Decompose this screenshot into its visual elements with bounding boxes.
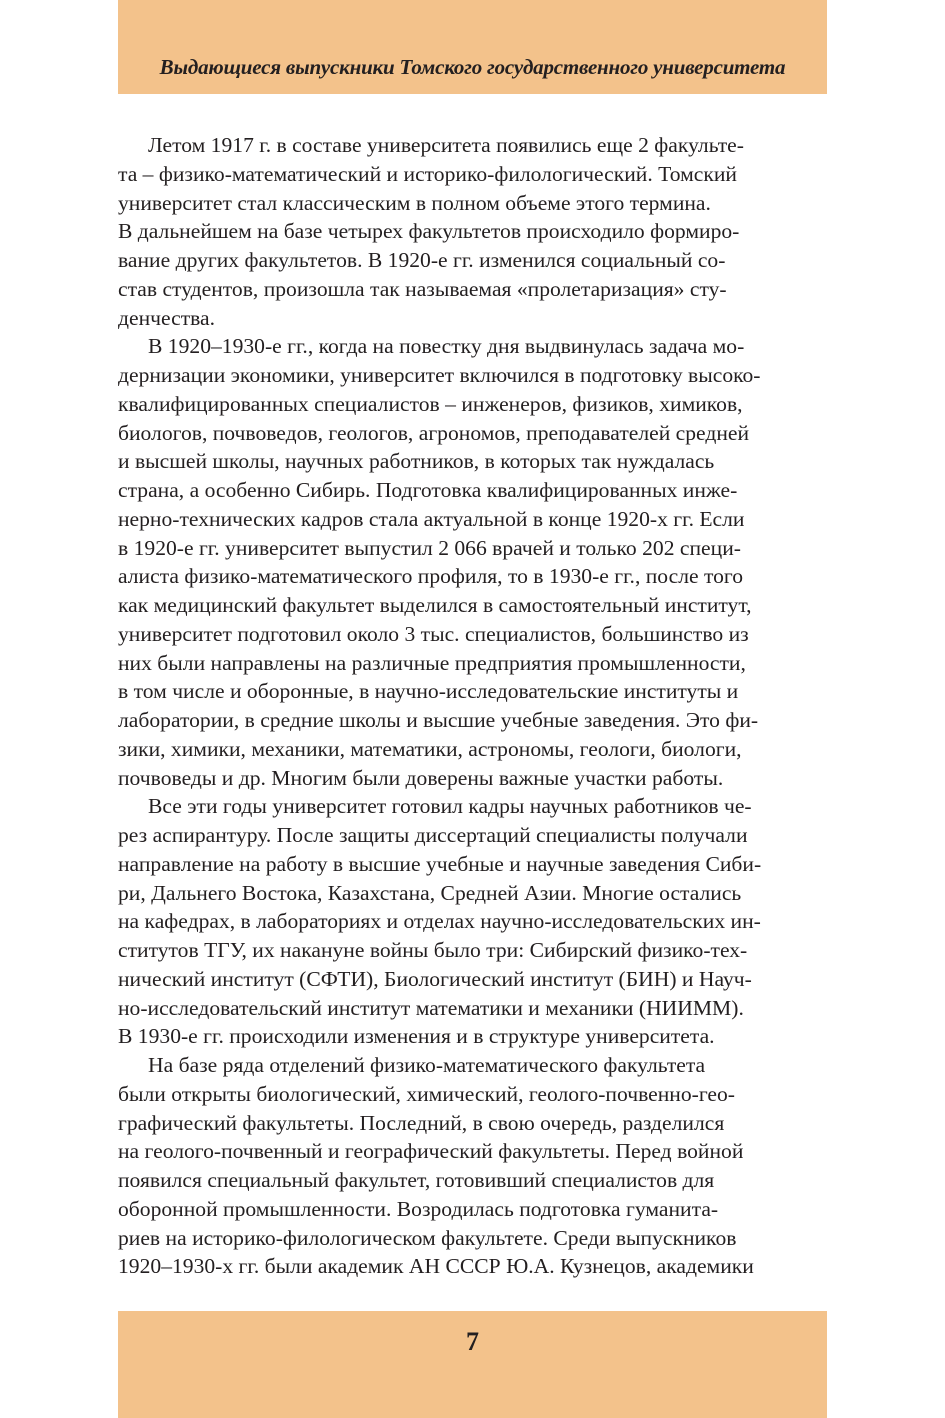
footer-band: [118, 1311, 827, 1418]
paragraph: [118, 792, 827, 1051]
text-line: В дальнейшем на базе четырех факультетов происходило формиро-: [118, 219, 740, 244]
text-line: та – физико-математический и историко-филологический. Томский: [118, 161, 737, 186]
text-line: направление на работу в высшие учебные и научные заведения Сиби-: [118, 851, 762, 876]
text-line: вание других факультетов. В 1920-е гг. изменился социальный со-: [118, 248, 726, 272]
text-line: но-исследовательский институт математики и механики (НИИММ).: [118, 995, 744, 1020]
text-line: них были направлены на различные предприятия промышленности,: [118, 650, 746, 675]
text-line: были открыты биологический, химический, геолого-почвенно-гео-: [118, 1081, 735, 1106]
text-line: ри, Дальнего Востока, Казахстана, Средней Азии. Многие остались: [118, 880, 742, 905]
text-line: ститутов ТГУ, их накануне войны было три: Сибирский физико-тех-: [118, 938, 748, 962]
text-line: лаборатории, в средние школы и высшие учебные заведения. Это фи-: [118, 708, 759, 732]
text-line: зики, химики, механики, математики, астрономы, геологи, биологи,: [118, 736, 742, 761]
paragraph: [118, 332, 827, 792]
text-line: дернизации экономики, университет включился в подготовку высоко-: [118, 363, 761, 387]
text-line: денчества.: [118, 305, 216, 330]
text-line: Все эти годы университет готовил кадры научных работников че-: [148, 794, 752, 819]
paragraph: [118, 1051, 827, 1281]
page-number: 7: [466, 1327, 479, 1356]
text-line: алиста физико-математического профиля, то в 1930-е гг., после того: [118, 564, 744, 589]
text-line: университет подготовил около 3 тыс. специалистов, большинство из: [118, 621, 749, 646]
paragraph: [118, 131, 827, 332]
text-line: на геолого-почвенный и географический факультеты. Перед войной: [118, 1139, 744, 1164]
text-line: страна, а особенно Сибирь. Подготовка квалифицированных инже-: [118, 478, 738, 502]
text-line: нический институт (СФТИ), Биологический институт (БИН) и Науч-: [118, 966, 752, 991]
text-line: риев на историко-филологическом факультете. Среди выпускников: [118, 1225, 737, 1250]
text-line: университет стал классическим в полном объеме этого термина.: [118, 190, 711, 215]
text-line: В 1920–1930-е гг., когда на повестку дня выдвинулась задача мо-: [148, 334, 745, 359]
text-line: в том числе и оборонные, в научно-исследовательские институты и: [118, 679, 739, 704]
text-line: почвоведы и др. Многим были доверены важные участки работы.: [118, 765, 724, 790]
text-line: и высшей школы, научных работников, в которых так нуждалась: [118, 449, 715, 474]
header-band: [118, 0, 827, 94]
text-line: квалифицированных специалистов – инженеров, физиков, химиков,: [118, 391, 743, 416]
text-line: нерно-технических кадров стала актуальной в конце 1920-х гг. Если: [118, 506, 745, 531]
text-line: как медицинский факультет выделился в самостоятельный институт,: [118, 593, 752, 617]
text-line: На базе ряда отделений физико-математического факультета: [148, 1053, 706, 1077]
text-line: в 1920-е гг. университет выпустил 2 066 врачей и только 202 специ-: [118, 535, 741, 560]
text-line: рез аспирантуру. После защиты диссертаций специалисты получали: [118, 823, 748, 847]
text-line: на кафедрах, в лабораториях и отделах научно-исследовательских ин-: [118, 909, 761, 934]
body-text: [118, 131, 827, 1281]
text-line: оборонной промышленности. Возродилась подготовка гуманита-: [118, 1196, 719, 1221]
text-line: графический факультеты. Последний, в свою очередь, разделился: [118, 1110, 725, 1135]
text-line: Летом 1917 г. в составе университета появились еще 2 факульте-: [148, 133, 744, 157]
text-line: появился специальный факультет, готовивший специалистов для: [118, 1168, 715, 1192]
running-header-title: Выдающиеся выпускники Томского государственного университета: [159, 55, 786, 79]
text-line: биологов, почвоведов, геологов, агрономов, преподавателей средней: [118, 420, 750, 445]
text-line: В 1930-е гг. происходили изменения и в структуре университета.: [118, 1024, 715, 1049]
text-line: 1920–1930-х гг. были академик АН СССР Ю.А. Кузнецов, академики: [118, 1254, 754, 1279]
text-line: став студентов, произошла так называемая «пролетаризация» сту-: [118, 276, 727, 301]
